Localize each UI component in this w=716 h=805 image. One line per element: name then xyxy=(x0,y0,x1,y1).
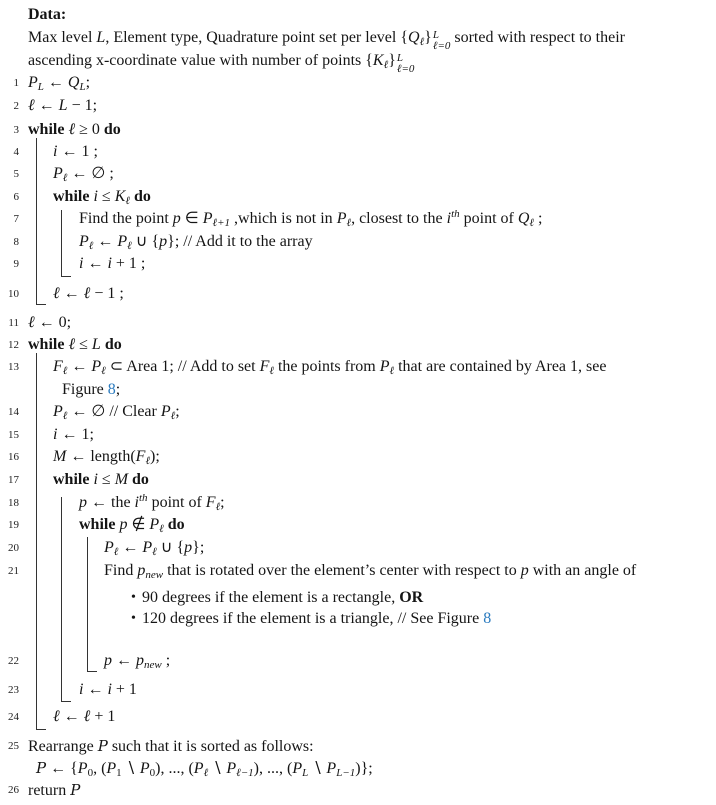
text-segment: Max level xyxy=(28,29,97,46)
algorithm-line-6 xyxy=(0,186,716,208)
text-segment: K xyxy=(372,52,384,69)
text-segment: ; xyxy=(85,74,91,91)
text-segment: 1 xyxy=(116,767,122,779)
text-segment: i xyxy=(79,255,84,272)
text-segment: do xyxy=(167,516,185,533)
bullet-icon: • xyxy=(131,590,136,605)
text-segment: P xyxy=(36,759,47,777)
text-segment: P xyxy=(53,403,63,420)
text-segment: ≤ xyxy=(97,188,115,205)
text-segment: P xyxy=(193,760,204,777)
text-segment: p xyxy=(172,210,181,227)
text-segment: ℓ xyxy=(88,240,94,252)
text-segment: i xyxy=(93,188,98,205)
algorithm-line-13-continuation xyxy=(0,379,716,401)
text-segment: ← xyxy=(83,681,108,698)
text-segment: P xyxy=(70,781,81,799)
text-segment: ℓ xyxy=(383,59,389,71)
text-segment: ∖ xyxy=(208,760,227,777)
line-text xyxy=(28,95,97,117)
line-number: 26 xyxy=(8,784,19,796)
text-segment: ∉ xyxy=(127,516,150,533)
algorithm-line-16 xyxy=(0,446,716,468)
text-segment: ← xyxy=(67,358,92,375)
bullet-item-rectangle xyxy=(0,587,716,609)
algorithm-line-17 xyxy=(0,469,716,491)
text-segment: ℓ xyxy=(113,546,119,558)
text-segment: Q xyxy=(67,74,80,91)
text-segment: Q xyxy=(408,29,420,46)
text-segment: i xyxy=(134,494,139,511)
text-segment: ), ..., ( xyxy=(155,760,194,777)
line-text xyxy=(53,424,94,446)
text-segment: return xyxy=(28,782,71,799)
text-segment: ≤ xyxy=(97,471,115,488)
text-segment: }; // Add it to the array xyxy=(167,233,313,250)
text-segment: p xyxy=(136,652,144,669)
algorithm-line-2 xyxy=(0,95,716,117)
text-segment: ℓ xyxy=(152,546,157,558)
text-segment: } xyxy=(388,52,396,69)
line-number: 9 xyxy=(13,258,19,270)
text-segment: L−1 xyxy=(336,767,356,779)
text-segment: ℓ xyxy=(269,365,274,377)
text-segment: L xyxy=(302,767,309,779)
text-segment: 0 xyxy=(149,767,156,779)
text-segment: ≥ 0 xyxy=(75,121,104,138)
algorithm-line-25-formula xyxy=(0,757,716,779)
text-segment: do xyxy=(132,471,149,488)
text-segment: L xyxy=(91,336,101,353)
text-segment: P xyxy=(336,210,347,227)
text-segment: ascending x-coordinate value with number of points { xyxy=(28,52,373,69)
text-segment: P xyxy=(149,516,160,533)
line-number: 21 xyxy=(8,565,19,577)
text-segment: p xyxy=(104,652,112,669)
text-segment: 120 degrees if the element is a triangle, // See Figure xyxy=(142,610,484,627)
line-number: 15 xyxy=(8,429,19,441)
text-segment: point of xyxy=(147,494,206,511)
text-segment: ℓ xyxy=(62,365,68,377)
text-segment: i xyxy=(93,471,98,488)
text-segment: L xyxy=(58,97,68,114)
text-segment: ℓ xyxy=(28,314,35,331)
algorithm-line-4 xyxy=(0,141,716,163)
superscript: L xyxy=(396,52,403,64)
text-segment: ), ..., ( xyxy=(253,760,293,777)
text-segment: do xyxy=(133,188,151,205)
input-description-line xyxy=(0,27,716,52)
line-number: 18 xyxy=(8,497,19,509)
text-segment: L xyxy=(96,29,106,46)
line-text xyxy=(53,401,180,423)
text-segment: ℓ+1 xyxy=(212,217,231,229)
line-number: 3 xyxy=(13,124,19,136)
text-segment: with an angle of xyxy=(528,562,637,579)
text-segment: ← ∅ // Clear xyxy=(67,403,161,420)
text-segment: L xyxy=(79,81,86,93)
text-segment: ); xyxy=(150,448,160,465)
line-text xyxy=(53,141,98,163)
text-segment: that are contained by Area 1, see xyxy=(394,358,607,375)
line-number: 16 xyxy=(8,451,19,463)
text-segment: th xyxy=(451,208,460,220)
text-segment: ℓ xyxy=(159,523,164,535)
algorithm-line-1 xyxy=(0,72,716,94)
algorithm-line-24 xyxy=(0,706,716,728)
line-text xyxy=(79,208,542,230)
text-segment: ℓ xyxy=(215,501,221,513)
text-segment: , Element type, Quadrature point set per level { xyxy=(105,29,409,46)
text-segment: i xyxy=(53,143,58,160)
line-text xyxy=(28,735,314,758)
text-segment: such that it is sorted as follows: xyxy=(107,738,314,755)
text-segment: ← xyxy=(59,708,84,725)
text-segment: 0 xyxy=(87,767,94,779)
text-segment: ← { xyxy=(46,760,78,777)
line-text xyxy=(79,492,225,514)
line-text xyxy=(79,514,185,536)
text-segment: P xyxy=(117,233,128,250)
algorithm-line-10 xyxy=(0,283,716,305)
text-segment: ℓ xyxy=(529,217,534,229)
line-number: 7 xyxy=(13,213,19,225)
text-segment: ← length( xyxy=(66,448,136,465)
text-segment: P xyxy=(326,760,337,777)
line-text xyxy=(104,650,170,672)
text-segment: P xyxy=(160,403,171,420)
text-segment: P xyxy=(142,539,153,556)
text-segment: p xyxy=(79,494,87,511)
algorithm-line-14 xyxy=(0,401,716,423)
algorithm-line-23 xyxy=(0,679,716,701)
text-segment: ℓ xyxy=(83,285,91,302)
bullet-text xyxy=(142,587,423,609)
text-segment: P xyxy=(79,233,89,250)
algorithm-line-9 xyxy=(0,253,716,275)
bullet-icon: • xyxy=(131,611,136,626)
text-segment: P xyxy=(28,74,38,91)
line-text xyxy=(79,231,313,253)
algorithm-line-13 xyxy=(0,356,716,378)
text-segment: ℓ xyxy=(62,410,68,422)
line-text xyxy=(79,679,137,701)
subscript: ℓ=0 xyxy=(396,63,415,75)
text-segment: P xyxy=(104,539,114,556)
text-segment: , ( xyxy=(93,760,107,777)
text-segment: i xyxy=(107,681,112,698)
line-text xyxy=(104,537,204,559)
text-segment: }; xyxy=(192,539,205,556)
text-segment: ; xyxy=(175,403,180,420)
algorithm-line-15 xyxy=(0,424,716,446)
line-number: 25 xyxy=(8,740,19,752)
text-segment: + 1 ; xyxy=(111,255,146,272)
line-text xyxy=(53,706,115,728)
text-segment: th xyxy=(139,492,148,504)
line-number: 11 xyxy=(8,317,19,329)
text-segment: OR xyxy=(399,589,424,606)
text-segment: Find the point xyxy=(79,210,173,227)
algorithm-line-25 xyxy=(0,735,716,757)
text-segment: p xyxy=(119,516,128,533)
text-segment: , closest to the xyxy=(351,210,447,227)
text-segment: p xyxy=(184,539,193,556)
text-segment: ← xyxy=(59,285,84,302)
text-segment: i xyxy=(53,426,58,443)
line-number: 8 xyxy=(13,236,19,248)
subscript: ℓ=0 xyxy=(432,40,451,52)
line-text xyxy=(62,379,120,401)
line-text xyxy=(36,757,373,780)
line-text xyxy=(28,334,122,356)
text-segment: − 1; xyxy=(67,97,98,114)
text-segment: i xyxy=(79,681,84,698)
text-segment: while xyxy=(53,188,90,205)
text-segment: new xyxy=(145,569,164,581)
line-text xyxy=(28,779,80,802)
line-number: 22 xyxy=(8,655,19,667)
line-number: 23 xyxy=(8,684,19,696)
line-number: 10 xyxy=(8,288,19,300)
text-segment xyxy=(433,30,451,52)
line-text xyxy=(53,186,151,208)
line-number: 5 xyxy=(13,168,19,180)
text-segment: p xyxy=(520,562,529,579)
algorithm-line-18 xyxy=(0,492,716,514)
text-segment: ℓ xyxy=(68,336,76,353)
text-segment: ≤ xyxy=(75,336,92,353)
text-segment: ← 1 ; xyxy=(57,143,98,160)
text-segment: Rearrange xyxy=(28,738,98,755)
text-segment: K xyxy=(114,188,126,205)
text-segment: ∪ { xyxy=(156,539,185,556)
line-number: 4 xyxy=(13,146,19,158)
text-segment: ⊂ Area 1; // Add to set xyxy=(105,358,260,375)
data-header xyxy=(0,4,716,26)
text-segment: − 1 ; xyxy=(90,285,124,302)
text-segment: that is rotated over the element’s center with respect to xyxy=(163,562,521,579)
text-segment: p xyxy=(137,562,146,579)
text-segment: ← the xyxy=(87,494,135,511)
text-segment: P xyxy=(379,358,390,375)
algorithm-line-5 xyxy=(0,163,716,185)
algorithm-line-11 xyxy=(0,312,716,334)
text-segment: ℓ xyxy=(346,217,352,229)
algorithm-line-20 xyxy=(0,537,716,559)
text-segment: } xyxy=(424,29,432,46)
line-number: 13 xyxy=(8,361,19,373)
text-segment: ← xyxy=(112,652,136,669)
text-segment: while xyxy=(28,121,65,138)
text-segment: Figure xyxy=(62,381,108,398)
text-segment: point of xyxy=(459,210,518,227)
text-segment: while xyxy=(79,516,116,533)
input-description-line xyxy=(0,50,716,75)
text-segment: do xyxy=(104,336,122,353)
figure-link[interactable]: 8 xyxy=(107,381,116,398)
text-segment: + 1 xyxy=(111,681,137,698)
text-segment: ℓ xyxy=(419,36,425,48)
text-segment: ℓ xyxy=(170,410,176,422)
line-number: 19 xyxy=(8,519,19,531)
text-segment: ℓ xyxy=(101,365,106,377)
data-label: Data: xyxy=(28,6,67,23)
text-segment: ; xyxy=(220,494,225,511)
line-text xyxy=(53,356,606,378)
algorithm-line-3 xyxy=(0,119,716,141)
algorithm-line-26 xyxy=(0,779,716,801)
text-segment: ℓ−1 xyxy=(236,767,254,779)
text-segment: L xyxy=(37,81,44,93)
text-segment: 90 degrees if the element is a rectangle, xyxy=(142,589,400,606)
text-segment: while xyxy=(53,471,90,488)
text-segment: P xyxy=(53,165,63,182)
text-segment: ← xyxy=(93,233,118,250)
text-segment: ,which is not in xyxy=(230,210,337,227)
line-text xyxy=(53,469,149,491)
input-description-text xyxy=(28,27,625,52)
line-number: 24 xyxy=(8,711,19,723)
text-segment: Find xyxy=(104,562,138,579)
superscript: L xyxy=(432,29,439,41)
text-segment: new xyxy=(144,659,162,671)
algorithm-line-22 xyxy=(0,650,716,672)
text-segment: ∈ xyxy=(180,210,203,227)
figure-link[interactable]: 8 xyxy=(483,610,492,627)
text-segment: P xyxy=(91,358,102,375)
text-segment: ; xyxy=(115,381,121,398)
text-segment: ∖ xyxy=(121,760,140,777)
line-number: 12 xyxy=(8,339,19,351)
text-segment: M xyxy=(53,448,67,465)
text-segment: P xyxy=(77,760,88,777)
algorithm-line-21 xyxy=(0,560,716,582)
text-segment: sorted with respect to their xyxy=(450,29,625,46)
line-number: 1 xyxy=(13,77,19,89)
text-segment: ∖ xyxy=(308,760,327,777)
text-segment: ℓ xyxy=(145,455,151,467)
text-segment: ← xyxy=(34,97,59,114)
text-segment: ℓ xyxy=(28,97,35,114)
text-segment: do xyxy=(103,121,121,138)
text-segment: P xyxy=(292,760,303,777)
text-segment: ← 1; xyxy=(57,426,94,443)
line-text xyxy=(53,283,124,305)
line-text xyxy=(28,72,90,94)
text-segment: ℓ xyxy=(389,365,395,377)
algorithm-line-19 xyxy=(0,514,716,536)
text-segment: ← 0; xyxy=(34,314,72,331)
text-segment: P xyxy=(139,760,150,777)
line-number: 17 xyxy=(8,474,19,486)
text-segment: F xyxy=(205,494,216,511)
line-text xyxy=(104,560,636,582)
text-segment: ← xyxy=(83,255,108,272)
line-text xyxy=(53,446,160,468)
line-number: 14 xyxy=(8,406,19,418)
text-segment: + 1 xyxy=(90,708,116,725)
line-number: 2 xyxy=(13,100,19,112)
text-segment: ← xyxy=(43,74,68,91)
text-segment: Q xyxy=(517,210,530,227)
text-segment: P xyxy=(202,210,213,227)
text-segment: P xyxy=(106,760,117,777)
text-segment: ℓ xyxy=(53,708,60,725)
line-text xyxy=(28,119,121,141)
text-segment: ℓ xyxy=(62,172,68,184)
text-segment: ℓ xyxy=(127,240,132,252)
text-segment: the points from xyxy=(273,358,380,375)
text-segment: ℓ xyxy=(125,195,130,207)
text-segment: P xyxy=(97,737,108,755)
text-segment: ℓ xyxy=(83,708,91,725)
bullet-text xyxy=(142,608,491,630)
text-segment: F xyxy=(53,358,63,375)
bullet-item-triangle xyxy=(0,608,716,630)
text-segment: M xyxy=(114,471,129,488)
text-segment: ∪ { xyxy=(131,233,160,250)
text-segment: ← ∅ ; xyxy=(67,165,114,182)
text-segment: ℓ xyxy=(68,121,76,138)
text-segment: ℓ xyxy=(53,285,60,302)
text-segment: ; xyxy=(534,210,543,227)
text-segment: ; xyxy=(161,652,171,669)
text-segment: F xyxy=(259,358,270,375)
text-segment: while xyxy=(28,336,65,353)
algorithm-line-7 xyxy=(0,208,716,230)
text-segment: ℓ xyxy=(203,767,209,779)
text-segment: P xyxy=(226,760,237,777)
text-segment: ← xyxy=(118,539,143,556)
line-text xyxy=(79,253,145,275)
line-number: 6 xyxy=(13,191,19,203)
text-segment: )}; xyxy=(355,760,373,777)
text-segment: p xyxy=(159,233,168,250)
text-segment: F xyxy=(135,448,146,465)
line-number: 20 xyxy=(8,542,19,554)
text-segment: i xyxy=(446,210,452,227)
line-text xyxy=(53,163,114,185)
text-segment: i xyxy=(107,255,112,272)
line-text xyxy=(28,312,71,334)
algorithm-line-8 xyxy=(0,231,716,253)
algorithm-line-12 xyxy=(0,334,716,356)
